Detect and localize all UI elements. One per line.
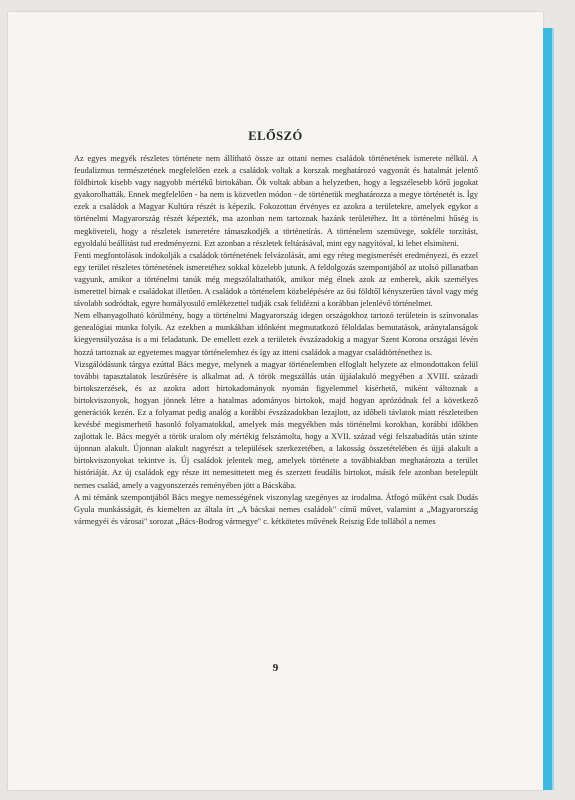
paragraph-2: Fenti megfontolások indokolják a családok történetének felvázolását, ami egy réteg megismerését eredményezi, és ezzel egy terület részletes történetének ismeretéhez sokkal közelebb jutunk. A feldolgozás szempontjából az utolsó pillanatban vagyunk, amikor a történelmi tanúk még megszólaltathatók, amikor még élnek azok az emberek, akik személyes ismerettel bírnak e családokat illetően. A családok a történelem közbelépésére az ősi földtől kényszerűen távol vagy még távolabb sodródtak, egyre homályosuló emlékezettel tudják csak felidézni a korábban jelenlévő történelmet. [74,250,478,309]
chapter-title: ELŐSZÓ [248,129,303,143]
paragraph-1: Az egyes megyék részletes története nem állítható össze az ottani nemes családok történetének ismerete nélkül. A feudalizmus természetének megfelelően ezek a családok voltak a korszak meghatározó vagyonát és hatalmát jelentő földbirtok kisebb vagy nagyobb mértékű birtokában. Ők voltak abban a helyzetben, hogy a legszélesebb körű jogokat gyakorolhatták. Ennek megfelelően - ha nem is közvetlen módon - de történetük meghatározza a megye történetét is. Így ezek a családok a Magyar Kultúra részét is képezik. Fokozottan érvényes ez azokra a területekre, amelyek egykor a történelmi Magyarország részét képezték, ma azonban nem tartoznak hazánk területéhez. Itt a történelmi hűség is megköveteli, hogy a részletek ismeretére támaszkodjék a történetírás. A történelem szemüvege, sokféle torzítást, egyoldalú beállítást tud eredményezni. Ezt azonban a részletek feltárásával, mint egy nagyítóval, ki lehet elsimíteni. [74,154,478,248]
paragraph-3: Nem elhanyagolható körülmény, hogy a történelmi Magyarország idegen országokhoz tartozó területein is színvonalas genealógiai munka folyik. Az ezekben a munkákban időnként megmutatkozó féloldalas bemutatások, aránytalanságok kiegyensúlyozása is a mi feladatunk. De emellett ezek a területek évszázadokig a magyar Szent Korona országai lévén hozzá tartoznak az egyetemes magyar történelemhez és így az itteni családok a magyar családtörténethez is. [74,311,478,357]
body-text [74,153,478,528]
paragraph-4: Vizsgálódásunk tárgya ezúttal Bács megye, melynek a magyar történelemben elfoglalt helyzete az elmondottakon felül további tapasztalatok leszűrésére is alkalmat ad. A török megszállás után újjáalakuló megyében a XVIII. századi birtokszerzések, és az azokra adott birtokadományok nyomán figyelemmel kísérhető, miként változnak a birtokviszonyok, hogyan jönnek létre a hatalmas adományos birtokok, majd hogyan aprózódnak fel a következő generációk kezén. Ez a folyamat pedig analóg a korábbi évszázadokban lezajlott, az időbeli távlatok miatt részleteiben kevésbé megismerhető hasonló folyamatokkal, amelyek más megyékben más történelmi korokban, korábbi időkben zajlottak le. Bács megyét a török uralom oly mértékig felszámolta, hogy a XVII. század végi felszabadítás után szinte újonnan alakult. Újonnan alakult nagyrészt a települések szerkezetében, a lakosság összetételében és újjá alakult a birtokviszonyokat tekintve is. Új családok jelentek meg, amelyek története a továbbiakban meghatározta a terület históriáját. Az új családok egy része itt nemesittetett meg és szerzett feudális birtokot, másik fele azonban betelepült nemes család, amely a vagyonszerzés reményében jött a Bácskába. [74,359,478,490]
page-edge-stripe [543,28,552,790]
paragraph-5: A mi témánk szempontjából Bács megye nemességének viszonylag szegényes az irodalma. Átfogó műként csak Dudás Gyula munkásságát, és kiemelten az általa írt „A bácskai nemes családok" című művet, valamint a „Magyarország vármegyéi és városai" sorozat „Bács-Bodrog vármegye" c. kétkötetes művének Reiszig Ede tollából a nemes [74,492,478,526]
book-page [8,12,543,790]
page-number: 9 [272,662,279,674]
page-edge-highlight [552,28,554,790]
